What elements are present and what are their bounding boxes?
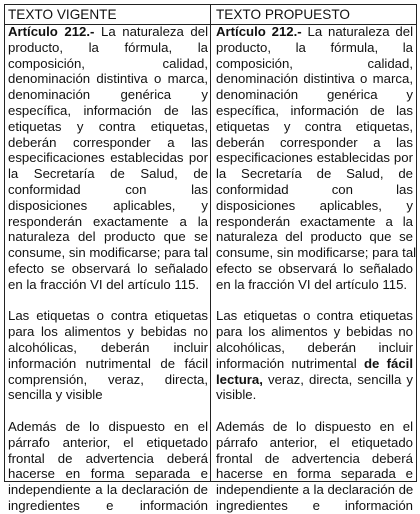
- header-texto-propuesto: TEXTO PROPUESTO: [216, 7, 350, 22]
- right-p1-line: especificaciones establecidas por: [216, 150, 413, 166]
- bold-de-facil: de fácil: [363, 355, 413, 371]
- right-p1-line: efecto se observará lo señalado: [216, 260, 413, 276]
- left-p3-line: Además de lo dispuesto en el: [8, 418, 208, 434]
- left-p2-line: para los alimentos y bebidas no: [8, 324, 208, 340]
- right-p1-line: la Secretaría de Salud, de: [216, 166, 413, 182]
- right-paragraph-1: [216, 24, 417, 293]
- right-p3-line: independiente a la declaración de: [216, 482, 414, 498]
- right-p2-line: visible.: [216, 387, 257, 403]
- left-paragraph-3: [8, 419, 208, 514]
- left-p1-line: disposiciones aplicables, y: [8, 197, 208, 213]
- left-p1-line: denominación genérica y: [8, 87, 208, 103]
- right-p2-line: Las etiquetas o contra etiquetas: [216, 308, 413, 324]
- left-p1-line: etiquetas y contra etiquetas,: [8, 118, 208, 134]
- left-p3-line: frontal de advertencia deberá: [8, 450, 208, 466]
- left-p3-line: hacerse en forma separada e: [8, 466, 208, 482]
- left-paragraph-1: [8, 24, 208, 293]
- left-p2-line: información nutrimental de fácil: [8, 355, 208, 371]
- right-p1-line: Artículo 212.- La naturaleza del: [216, 24, 414, 39]
- left-paragraph-2: [8, 308, 208, 403]
- right-article-title: Artículo 212.-: [216, 24, 302, 39]
- bold-lectura: lectura,: [216, 371, 263, 387]
- left-p1-line: especificaciones establecidas por: [8, 150, 208, 166]
- right-p1-line: composición, calidad,: [216, 55, 413, 71]
- left-p3-line: párrafo anterior, el etiquetado: [8, 434, 208, 450]
- left-p1-line: específica, información de las: [8, 102, 208, 118]
- left-p2-line: sencilla y visible: [8, 387, 103, 403]
- column-texto-propuesto: [216, 5, 417, 514]
- comparison-table: [4, 4, 417, 513]
- left-p1-line: composición, calidad,: [8, 55, 208, 71]
- left-p1-line: producto, la fórmula, la: [8, 39, 208, 55]
- right-p1-line: consume, sin modificarse; para tal: [216, 245, 417, 261]
- left-p1-line: responderán exactamente a la: [8, 213, 208, 229]
- right-p1-line: etiquetas y contra etiquetas,: [216, 118, 413, 134]
- right-p1-line: naturaleza del producto que se: [216, 229, 413, 245]
- column-divider: [210, 5, 211, 481]
- left-p1-line: Artículo 212.- La naturaleza del: [8, 24, 209, 39]
- left-p2-line: comprensión, veraz, directa,: [8, 371, 208, 387]
- left-p2-line: Las etiquetas o contra etiquetas: [8, 308, 208, 324]
- right-p3-line: Además de lo dispuesto en el: [216, 418, 413, 434]
- header-texto-vigente: TEXTO VIGENTE: [8, 7, 117, 22]
- left-p3-line: independiente a la declaración de: [8, 482, 208, 498]
- right-p1-line: específica, información de las: [216, 102, 413, 118]
- left-p1-line: naturaleza del producto que se: [8, 229, 208, 245]
- right-paragraph-2: [216, 308, 413, 403]
- left-p1-line: en la fracción VI del artículo 115.: [8, 276, 200, 292]
- column-texto-vigente: [8, 5, 208, 514]
- right-p1-line: producto, la fórmula, la: [216, 39, 413, 55]
- right-p1-line: deberán corresponder a las: [216, 134, 413, 150]
- right-p3-line: frontal de advertencia deberá: [216, 450, 413, 466]
- right-p1-line: denominación genérica y: [216, 87, 413, 103]
- left-p1-line: deberán corresponder a las: [8, 134, 208, 150]
- left-p1-line: efecto se observará lo señalado: [8, 260, 208, 276]
- right-p2-line: lectura, veraz, directa, sencilla y: [216, 371, 413, 387]
- right-p1-line: disposiciones aplicables, y: [216, 197, 413, 213]
- left-p2-line: alcohólicas, deberán incluir: [8, 339, 208, 355]
- left-p1-line: consume, sin modificarse; para tal: [8, 245, 209, 261]
- left-p1-line: conformidad con las: [8, 181, 208, 197]
- left-p1-line: denominación distintiva o marca,: [8, 71, 208, 87]
- right-p1-line: en la fracción VI del artículo 115.: [216, 276, 408, 292]
- right-p2-line: alcohólicas, deberán incluir: [216, 339, 413, 355]
- right-p1-line: conformidad con las: [216, 181, 413, 197]
- right-p1-line: responderán exactamente a la: [216, 213, 413, 229]
- left-p1-line: la Secretaría de Salud, de: [8, 166, 208, 182]
- right-p3-line: ingredientes e información: [216, 497, 413, 513]
- right-p3-line: párrafo anterior, el etiquetado: [216, 434, 413, 450]
- left-article-title: Artículo 212.-: [8, 24, 95, 39]
- right-p1-line: denominación distintiva o marca,: [216, 71, 413, 87]
- left-p3-line: ingredientes e información: [8, 497, 208, 513]
- right-p2-line: información nutrimental de fácil: [216, 355, 413, 371]
- right-p2-line: para los alimentos y bebidas no: [216, 324, 413, 340]
- right-paragraph-3: [216, 419, 413, 514]
- right-p3-line: hacerse en forma separada e: [216, 466, 413, 482]
